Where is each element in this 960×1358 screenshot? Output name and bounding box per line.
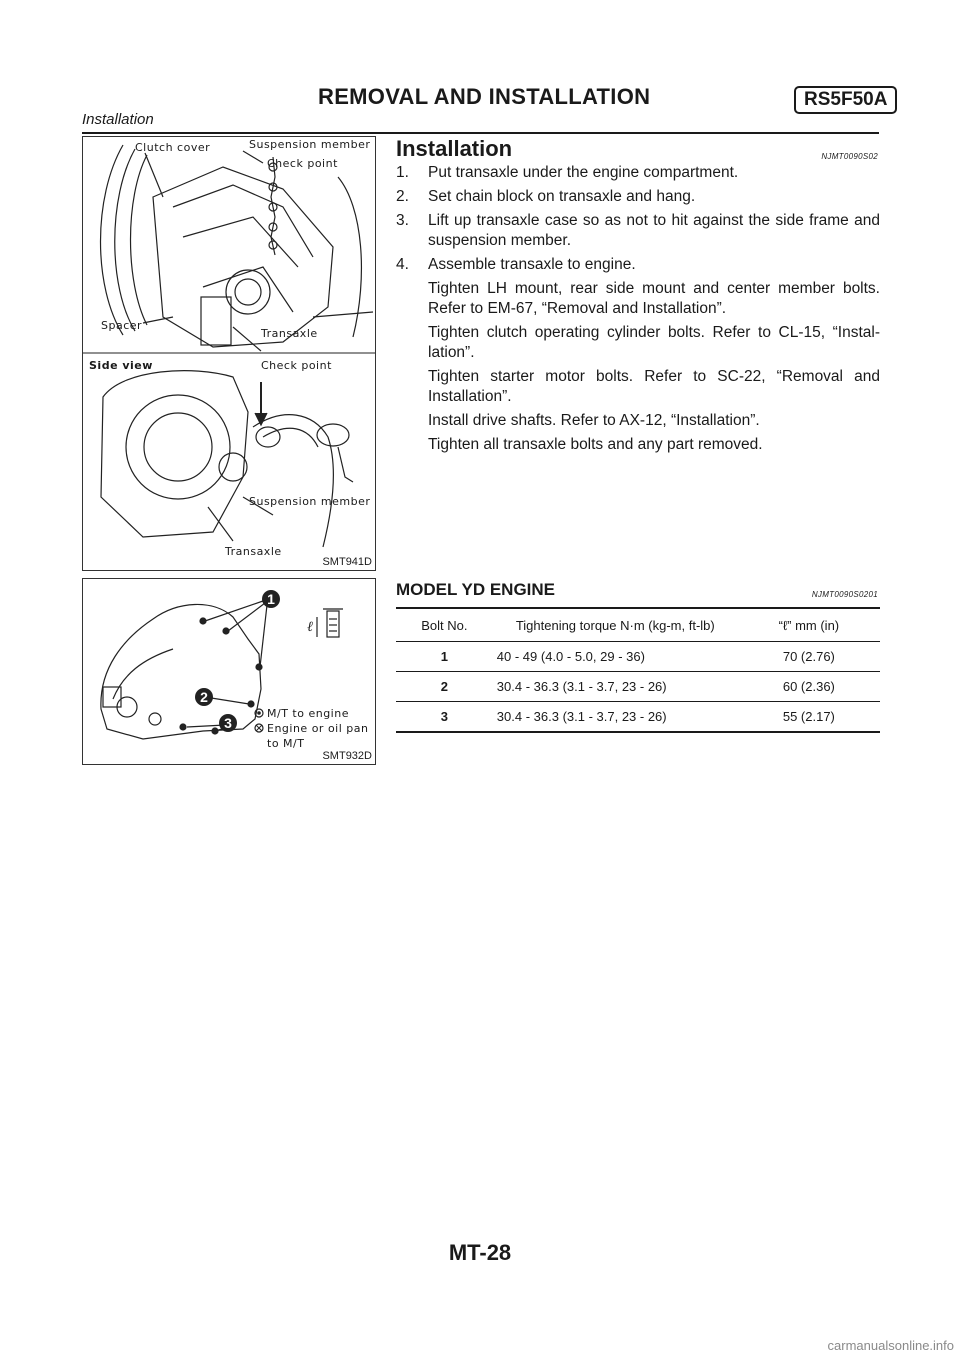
legend-mt-to-engine: M/T to engine: [267, 707, 349, 720]
header-length: “ℓ” mm (in): [738, 608, 880, 642]
step-4: [396, 255, 880, 275]
torque-value: 40 - 49 (4.0 - 5.0, 29 - 36): [493, 642, 738, 672]
step-number: 1.: [396, 164, 409, 181]
length-value: 55 (2.17): [738, 702, 880, 733]
torque-table: [396, 607, 880, 733]
page-number: MT-28: [448, 1240, 512, 1265]
step-1: [396, 163, 880, 183]
callout-3: 3: [224, 715, 232, 731]
step-text: Lift up transaxle case so as not to hit against the side frame and suspension member.: [428, 212, 880, 249]
transaxle-illustration: [83, 137, 375, 570]
site-watermark[interactable]: carmanualsonline.info: [827, 1338, 954, 1353]
substep: Tighten all transaxle bolts and any part removed.: [428, 436, 763, 453]
label-side-view: Side view: [89, 359, 153, 372]
legend-to-mt: to M/T: [267, 737, 305, 750]
table-row: [396, 642, 880, 672]
table-header-row: [396, 608, 880, 642]
legend-engine-or-oil-pan: Engine or oil pan: [267, 722, 369, 735]
bolt-number: 3: [396, 702, 493, 733]
step-number: 3.: [396, 212, 409, 229]
step-3: [396, 211, 880, 251]
transaxle-installation-figure: [82, 136, 376, 571]
substep: Tighten clutch operating cylinder bolts. Refer to CL-15, “Instal-lation”.: [428, 324, 880, 361]
header-bolt-no: Bolt No.: [396, 608, 493, 642]
substep: Install drive shafts. Refer to AX-12, “Installation”.: [428, 412, 760, 429]
substep: Tighten starter motor bolts. Refer to SC-22, “Removal and Installation”.: [428, 368, 880, 405]
table-row: [396, 702, 880, 733]
label-check-point-side: Check point: [261, 359, 332, 372]
label-suspension-member: Suspension member: [249, 138, 371, 151]
header-divider: [82, 132, 879, 134]
installation-steps: [396, 163, 880, 459]
page-title: REMOVAL AND INSTALLATION: [318, 84, 651, 109]
bolt-number: 2: [396, 672, 493, 702]
callout-1: 1: [267, 591, 275, 607]
length-value: 70 (2.76): [738, 642, 880, 672]
label-transaxle-side: Transaxle: [225, 545, 282, 558]
step-2: [396, 187, 880, 207]
header-tightening-torque: Tightening torque N·m (kg-m, ft-lb): [493, 608, 738, 642]
bolt-location-illustration: [83, 579, 375, 764]
model-yd-heading: MODEL YD ENGINE: [396, 580, 556, 599]
torque-value: 30.4 - 36.3 (3.1 - 3.7, 23 - 26): [493, 702, 738, 733]
installation-heading: Installation: [396, 136, 513, 161]
label-transaxle: Transaxle: [261, 327, 318, 340]
torque-value: 30.4 - 36.3 (3.1 - 3.7, 23 - 26): [493, 672, 738, 702]
bolt-location-figure: [82, 578, 376, 765]
substep: Tighten LH mount, rear side mount and center member bolts. Refer to EM-67, “Removal and Installation”.: [428, 280, 880, 317]
label-suspension-member-side: Suspension member: [249, 495, 371, 508]
table-row: [396, 672, 880, 702]
length-symbol: ℓ: [307, 620, 313, 635]
length-value: 60 (2.36): [738, 672, 880, 702]
step-text: Put transaxle under the engine compartment.: [428, 164, 739, 181]
callout-2: 2: [200, 689, 208, 705]
label-check-point: Check point: [267, 157, 338, 170]
section-subtitle: Installation: [82, 111, 154, 128]
step-number: 4.: [396, 256, 409, 273]
step-text: Set chain block on transaxle and hang.: [428, 188, 696, 205]
label-spacer: Spacer: [101, 319, 143, 332]
figure-code: SMT932D: [322, 750, 372, 762]
step-text: Assemble transaxle to engine.: [428, 256, 636, 273]
model-yd-code: NJMT0090S0201: [811, 590, 878, 599]
label-clutch-cover: Clutch cover: [135, 141, 211, 154]
figure-code: SMT941D: [322, 556, 372, 568]
installation-code: NJMT0090S02: [821, 152, 878, 161]
bolt-number: 1: [396, 642, 493, 672]
model-badge: RS5F50A: [794, 86, 897, 114]
step-number: 2.: [396, 188, 409, 205]
